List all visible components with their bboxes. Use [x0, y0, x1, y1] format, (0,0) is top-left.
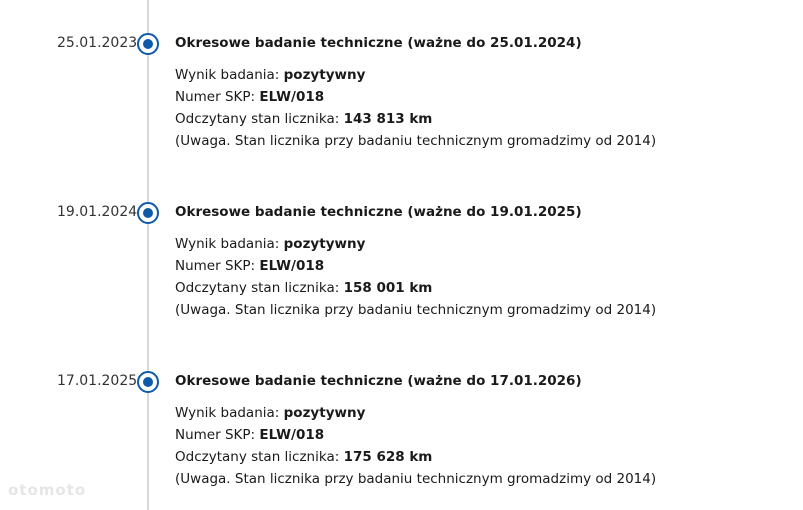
- odometer-row: [175, 108, 656, 130]
- odometer-value: 175 628 km: [343, 449, 433, 465]
- result-row: [175, 233, 656, 255]
- skp-row: [175, 255, 656, 277]
- odometer-label: Odczytany stan licznika:: [175, 111, 340, 127]
- timeline-marker-icon: [137, 202, 159, 224]
- result-row: [175, 64, 656, 86]
- odometer-note: (Uwaga. Stan licznika przy badaniu technicznym gromadzimy od 2014): [175, 133, 657, 149]
- odometer-label: Odczytany stan licznika:: [175, 280, 340, 296]
- watermark-logo: otomoto: [8, 481, 87, 499]
- result-value: pozytywny: [283, 67, 366, 83]
- inspection-details: [175, 64, 656, 152]
- odometer-note: (Uwaga. Stan licznika przy badaniu technicznym gromadzimy od 2014): [175, 302, 657, 318]
- odometer-note: (Uwaga. Stan licznika przy badaniu technicznym gromadzimy od 2014): [175, 471, 657, 487]
- result-row: [175, 402, 656, 424]
- skp-label: Numer SKP:: [175, 427, 256, 443]
- odometer-value: 143 813 km: [343, 111, 433, 127]
- odometer-label: Odczytany stan licznika:: [175, 449, 340, 465]
- odometer-row: [175, 446, 656, 468]
- result-value: pozytywny: [283, 405, 366, 421]
- timeline-line: [147, 0, 149, 510]
- result-label: Wynik badania:: [175, 236, 280, 252]
- skp-row: [175, 86, 656, 108]
- skp-value: ELW/018: [259, 258, 325, 274]
- odometer-row: [175, 277, 656, 299]
- inspection-date: 19.01.2024: [57, 204, 138, 220]
- timeline-marker-icon: [137, 33, 159, 55]
- inspection-details: [175, 233, 656, 321]
- inspection-details: [175, 402, 656, 490]
- skp-row: [175, 424, 656, 446]
- inspection-date: 25.01.2023: [57, 35, 138, 51]
- timeline-marker-icon: [137, 371, 159, 393]
- result-value: pozytywny: [283, 236, 366, 252]
- inspection-date: 17.01.2025: [57, 373, 138, 389]
- skp-label: Numer SKP:: [175, 258, 256, 274]
- skp-label: Numer SKP:: [175, 89, 256, 105]
- result-label: Wynik badania:: [175, 67, 280, 83]
- skp-value: ELW/018: [259, 427, 325, 443]
- odometer-value: 158 001 km: [343, 280, 433, 296]
- inspection-title: Okresowe badanie techniczne (ważne do 25.01.2024): [175, 35, 582, 51]
- result-label: Wynik badania:: [175, 405, 280, 421]
- skp-value: ELW/018: [259, 89, 325, 105]
- inspection-title: Okresowe badanie techniczne (ważne do 19.01.2025): [175, 204, 582, 220]
- inspection-title: Okresowe badanie techniczne (ważne do 17.01.2026): [175, 373, 582, 389]
